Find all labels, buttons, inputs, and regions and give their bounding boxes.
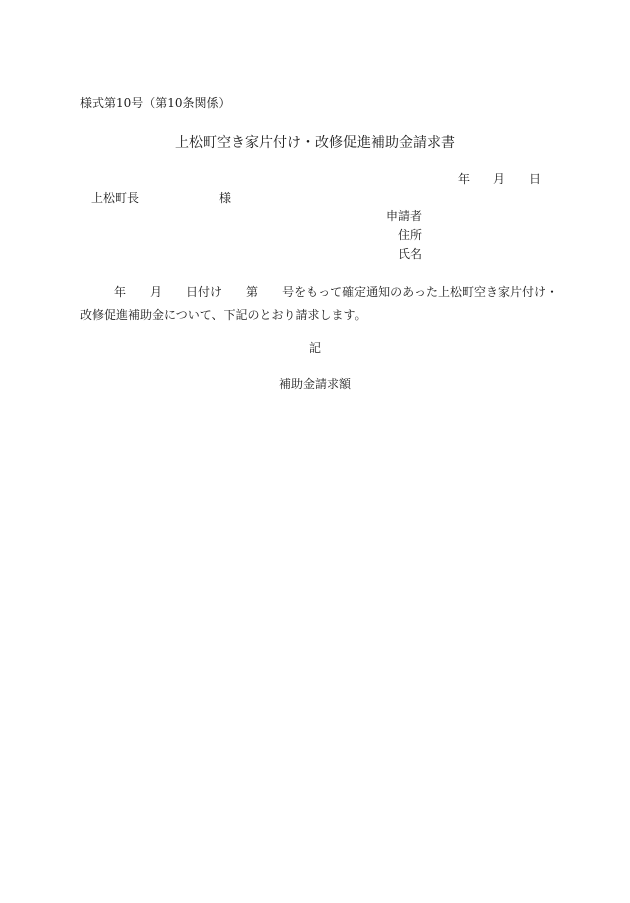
date-day-label: 日 [529, 172, 542, 186]
request-body-paragraph [80, 281, 560, 327]
request-body-line-1 [80, 281, 560, 304]
request-body-line-2: 改修促進補助金について、下記のとおり請求します。 [80, 308, 367, 322]
document-title: 上松町空き家片付け・改修促進補助金請求書 [175, 135, 455, 151]
date-month-label: 月 [493, 172, 506, 186]
body-line-1-text: 号をもって確定通知のあった上松町空き家片付け・ [282, 285, 558, 299]
subsidy-amount-label: 補助金請求額 [278, 377, 351, 391]
body-dated-label: 日付け [186, 285, 223, 299]
body-year-label: 年 [114, 285, 127, 299]
applicant-name-label: 氏名 [397, 247, 422, 261]
addressee-name: 上松町長 [91, 191, 140, 205]
applicant-address-label: 住所 [397, 228, 422, 242]
body-month-label: 月 [150, 285, 163, 299]
addressee-honorific: 様 [219, 191, 232, 205]
applicant-heading: 申請者 [385, 209, 422, 223]
date-year-label: 年 [458, 172, 471, 186]
body-number-prefix: 第 [246, 285, 259, 299]
record-heading: 記 [308, 341, 321, 355]
form-number-label: 様式第10号（第10条関係） [80, 96, 231, 110]
